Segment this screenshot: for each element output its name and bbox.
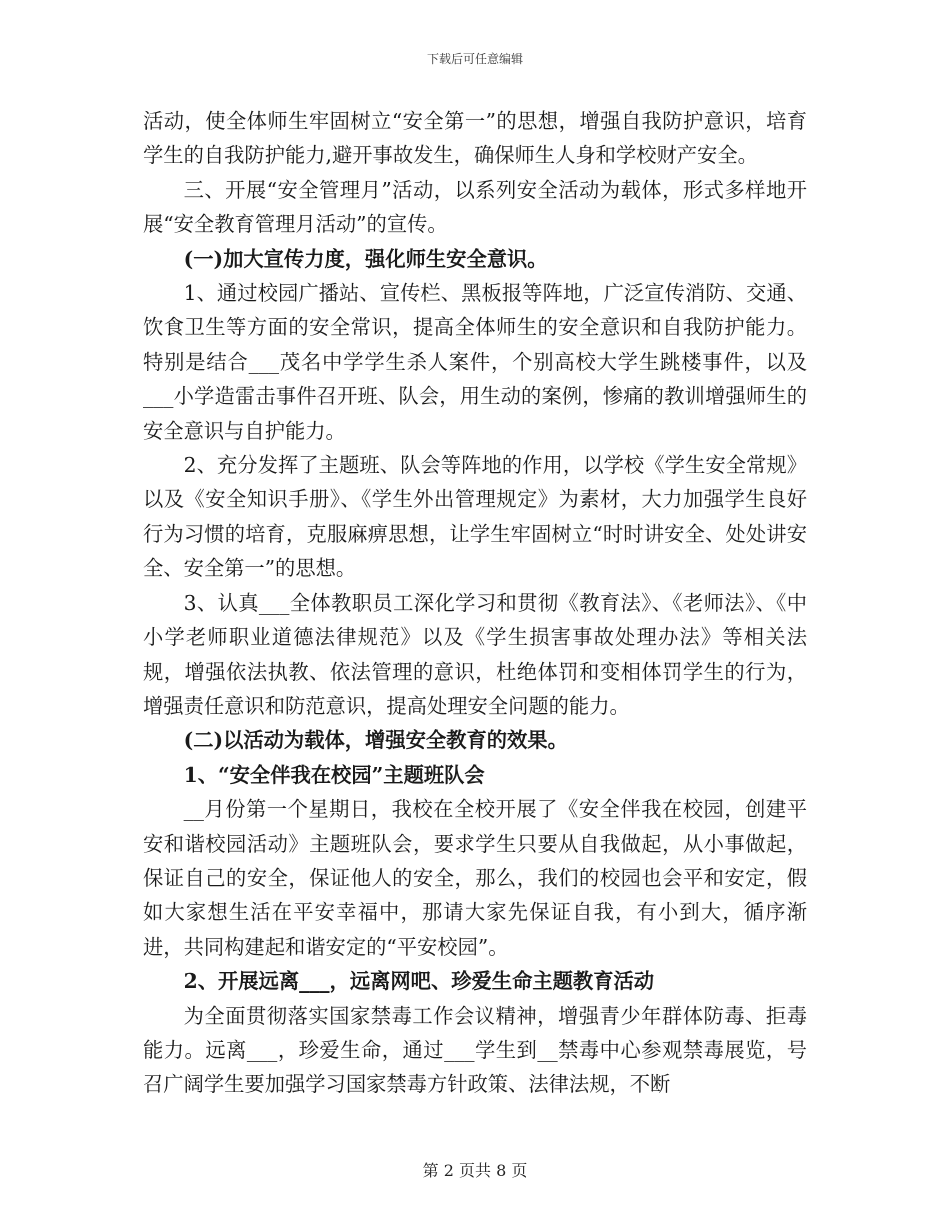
paragraph-item-1: 1、通过校园广播站、宣传栏、黑板报等阵地，广泛宣传消防、交通、饮食卫生等方面的安全常识，提高全体师生的安全意识和自我防护能力。特别是结合___茂名中学学生杀人案件，个别高校大学生跳楼事件，以及___小学造雷击事件召开班、队会，用生动的案例，惨痛的教训增强师生的安全意识与自护能力。 bbox=[143, 281, 807, 443]
heading-activity-1: 1、“安全伴我在校园”主题班队会 bbox=[183, 762, 485, 787]
paragraph-intro-continuation: 活动，使全体师生牢固树立“安全第一”的思想，增强自我防护意识，培育学生的自我防护能力,避开事故发生，确保师生人身和学校财产安全。 bbox=[143, 109, 807, 168]
heading-subsection-one: (一)加大宣传力度，强化师生安全意识。 bbox=[183, 246, 548, 271]
heading-activity-2: 2、开展远离___，远离网吧、珍爱生命主题教育活动 bbox=[183, 969, 655, 994]
heading-subsection-two: (二)以活动为载体，增强安全教育的效果。 bbox=[183, 728, 568, 753]
page-footer: 第 2 页共 8 页 bbox=[422, 1161, 528, 1180]
paragraph-activity-1: __月份第一个星期日，我校在全校开展了《安全伴我在校园，创建平安和谐校园活动》主题班队会，要求学生只要从自我做起，从小事做起，保证自己的安全，保证他人的安全，那么，我们的校园也会平和安定，假如大家想生活在平安幸福中，那请大家先保证自我，有小到大，循序渐进，共同构建起和谐安定的“平安校园”。 bbox=[143, 797, 807, 959]
document-body bbox=[143, 104, 807, 1102]
paragraph-section-three: 三、开展“安全管理月”活动，以系列安全活动为载体，形式多样地开展“安全教育管理月活动”的宣传。 bbox=[143, 177, 807, 237]
page-header: 下载后可任意编辑 bbox=[426, 52, 523, 66]
paragraph-item-2: 2、充分发挥了主题班、队会等阵地的作用，以学校《学生安全常规》以及《安全知识手册》、《学生外出管理规定》为素材，大力加强学生良好行为习惯的培育，克服麻痹思想，让学生牢固树立“时时讲安全、处处讲安全、安全第一”的思想。 bbox=[143, 453, 807, 581]
paragraph-item-3: 3、认真___全体教职员工深化学习和贯彻《教育法》、《老师法》、《中小学老师职业道德法律规范》以及《学生损害事故处理办法》等相关法规，增强依法执教、依法管理的意识，杜绝体罚和变相体罚学生的行为，增强责任意识和防范意识，提高处理安全问题的能力。 bbox=[143, 590, 807, 718]
paragraph-activity-2: 为全面贯彻落实国家禁毒工作会议精神，增强青少年群体防毒、拒毒能力。远离___，珍爱生命，通过___学生到__禁毒中心参观禁毒展览，号召广阔学生要加强学习国家禁毒方针政策、法律法规，不断 bbox=[143, 1003, 807, 1097]
